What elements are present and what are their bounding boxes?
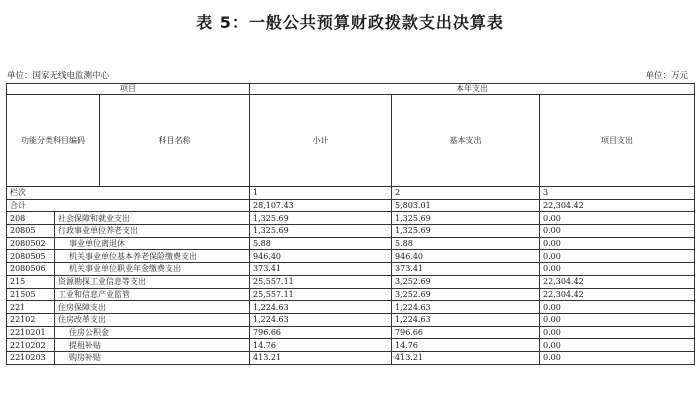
row-basic: 3,252.69 — [392, 288, 540, 301]
table-row — [7, 225, 695, 238]
unit-currency: 单位：万元 — [645, 71, 688, 81]
header-func-code: 功能分类科目编码 — [7, 95, 100, 187]
index-col-1: 1 — [250, 187, 392, 200]
index-col-2: 2 — [392, 187, 540, 200]
table-row — [7, 301, 695, 314]
header-subtotal: 小计 — [250, 95, 392, 187]
row-project: 22,304.42 — [540, 288, 695, 301]
table-row — [7, 326, 695, 339]
row-basic: 796.66 — [392, 326, 540, 339]
row-subject-name: 住房公积金 — [55, 326, 250, 339]
row-project: 0.00 — [540, 313, 695, 326]
header-row-2 — [7, 95, 695, 187]
table-title: 表 5：一般公共预算财政拨款支出决算表 — [196, 13, 504, 32]
table-row — [7, 313, 695, 326]
index-row — [7, 187, 695, 200]
row-subject-name: 住房改革支出 — [55, 313, 250, 326]
row-basic: 373.41 — [392, 263, 540, 276]
row-subtotal: 1,224.63 — [250, 301, 392, 314]
index-label: 栏次 — [7, 187, 250, 200]
row-basic: 14.76 — [392, 339, 540, 352]
index-col-3: 3 — [540, 187, 695, 200]
row-subject-name: 工业和信息产业监管 — [55, 288, 250, 301]
row-subtotal: 373.41 — [250, 263, 392, 276]
header-row-1 — [7, 84, 695, 95]
total-label: 合计 — [7, 199, 250, 212]
row-code: 21505 — [7, 288, 55, 301]
row-subtotal: 413.21 — [250, 351, 392, 364]
row-code: 2080506 — [7, 263, 55, 276]
row-basic: 1,325.69 — [392, 225, 540, 238]
header-subject-name: 科目名称 — [100, 95, 250, 187]
row-project: 0.00 — [540, 301, 695, 314]
expenditure-table — [6, 83, 695, 365]
unit-organization: 单位：国家无线电监测中心 — [7, 71, 110, 81]
total-subtotal: 28,107.43 — [250, 199, 392, 212]
row-subject-name: 购房补贴 — [55, 351, 250, 364]
row-code: 2210203 — [7, 351, 55, 364]
row-project: 0.00 — [540, 250, 695, 263]
row-code: 2080505 — [7, 250, 55, 263]
row-code: 221 — [7, 301, 55, 314]
row-project: 22,304.42 — [540, 275, 695, 288]
table-row — [7, 263, 695, 276]
row-project: 0.00 — [540, 237, 695, 250]
table-row — [7, 250, 695, 263]
row-project: 0.00 — [540, 225, 695, 238]
total-project: 22,304.42 — [540, 199, 695, 212]
row-subtotal: 14.76 — [250, 339, 392, 352]
total-row — [7, 199, 695, 212]
row-project: 0.00 — [540, 339, 695, 352]
row-subject-name: 住房保障支出 — [55, 301, 250, 314]
row-basic: 1,224.63 — [392, 301, 540, 314]
row-project: 0.00 — [540, 263, 695, 276]
row-subject-name: 资源勘探工业信息等支出 — [55, 275, 250, 288]
row-subtotal: 1,325.69 — [250, 212, 392, 225]
header-basic: 基本支出 — [392, 95, 540, 187]
row-basic: 1,224.63 — [392, 313, 540, 326]
row-subtotal: 1,224.63 — [250, 313, 392, 326]
header-item: 项目 — [7, 84, 250, 95]
row-project: 0.00 — [540, 212, 695, 225]
row-subject-name: 机关事业单位职业年金缴费支出 — [55, 263, 250, 276]
row-basic: 3,252.69 — [392, 275, 540, 288]
row-code: 2210202 — [7, 339, 55, 352]
row-code: 20805 — [7, 225, 55, 238]
row-subject-name: 机关事业单位基本养老保险缴费支出 — [55, 250, 250, 263]
row-subtotal: 5.88 — [250, 237, 392, 250]
row-subject-name: 行政事业单位养老支出 — [55, 225, 250, 238]
row-subtotal: 25,557.11 — [250, 275, 392, 288]
row-basic: 946.40 — [392, 250, 540, 263]
row-project: 0.00 — [540, 326, 695, 339]
row-basic: 5.88 — [392, 237, 540, 250]
row-code: 215 — [7, 275, 55, 288]
row-subject-name: 社会保障和就业支出 — [55, 212, 250, 225]
row-code: 208 — [7, 212, 55, 225]
row-code: 2210201 — [7, 326, 55, 339]
row-subject-name: 提租补贴 — [55, 339, 250, 352]
row-project: 0.00 — [540, 351, 695, 364]
row-subtotal: 25,557.11 — [250, 288, 392, 301]
header-year-expenditure: 本年支出 — [250, 84, 695, 95]
row-subject-name: 事业单位离退休 — [55, 237, 250, 250]
row-code: 22102 — [7, 313, 55, 326]
row-basic: 413.21 — [392, 351, 540, 364]
table-row — [7, 212, 695, 225]
table-row — [7, 351, 695, 364]
row-subtotal: 946.40 — [250, 250, 392, 263]
table-row — [7, 339, 695, 352]
row-basic: 1,325.69 — [392, 212, 540, 225]
table-row — [7, 275, 695, 288]
row-subtotal: 1,325.69 — [250, 225, 392, 238]
row-subtotal: 796.66 — [250, 326, 392, 339]
header-project: 项目支出 — [540, 95, 695, 187]
row-code: 2080502 — [7, 237, 55, 250]
table-row — [7, 288, 695, 301]
table-row — [7, 237, 695, 250]
total-basic: 5,803.01 — [392, 199, 540, 212]
